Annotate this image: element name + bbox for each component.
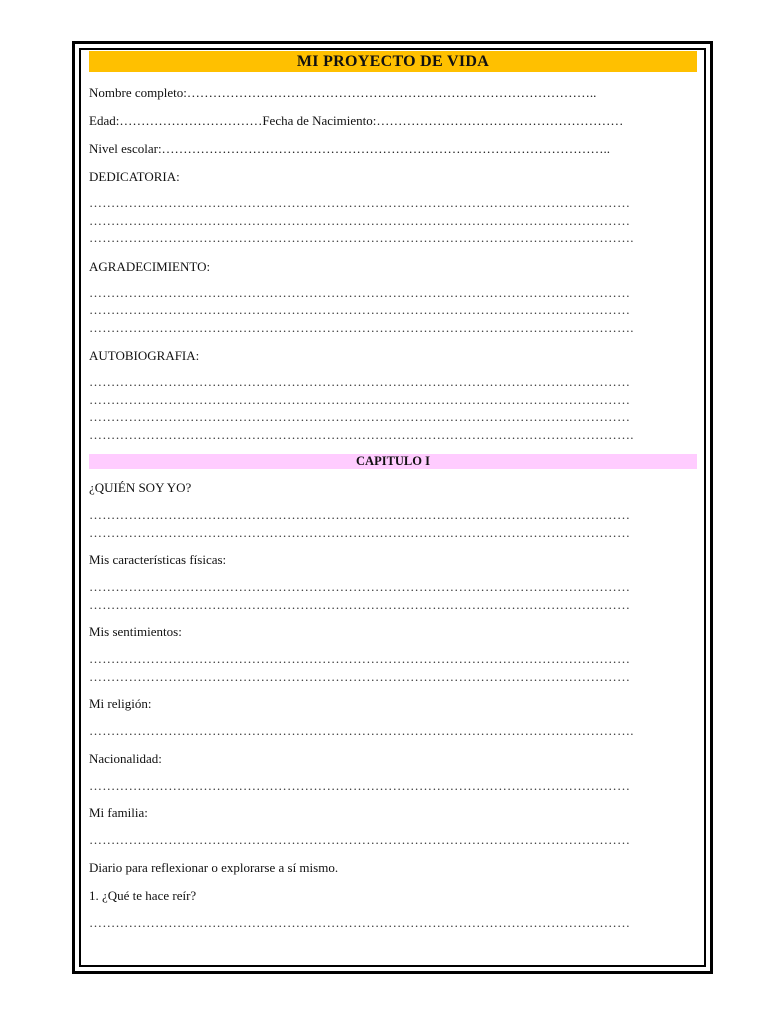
nacionalidad-heading: Nacionalidad: xyxy=(89,750,162,766)
question-1-line[interactable]: …………………………………………………………………………………………………………… xyxy=(89,914,631,930)
religion-line[interactable]: ……………………………………………………………………………………………………………. xyxy=(89,723,634,738)
edad-fecha-field[interactable]: Edad:……………………………Fecha de Nacimiento:………………………………………………… xyxy=(89,113,624,128)
familia-line[interactable]: …………………………………………………………………………………………………………… xyxy=(89,832,631,847)
diario-heading: Diario para reflexionar o explorarse a sí mismo. xyxy=(89,859,339,875)
quien-soy-yo-line[interactable]: …………………………………………………………………………………………………………… xyxy=(89,507,631,522)
dedicatoria-heading: DEDICATORIA: xyxy=(89,169,180,184)
caracteristicas-heading: Mis características físicas: xyxy=(89,552,227,567)
autobiografia-heading: AUTOBIOGRAFIA: xyxy=(89,348,200,363)
sentimientos-line[interactable]: …………………………………………………………………………………………………………… xyxy=(89,668,631,684)
dedicatoria-line[interactable]: …………………………………………………………………………………………………………… xyxy=(89,195,631,210)
agradecimiento-line[interactable]: …………………………………………………………………………………………………………… xyxy=(89,284,631,300)
autobiografia-line[interactable]: …………………………………………………………………………………………………………… xyxy=(89,409,631,424)
dedicatoria-line[interactable]: ……………………………………………………………………………………………………………. xyxy=(89,230,634,245)
nacionalidad-line[interactable]: …………………………………………………………………………………………………………… xyxy=(89,777,631,793)
nivel-escolar-field[interactable]: Nivel escolar:………………………………………………………………………………………….. xyxy=(89,141,611,156)
agradecimiento-heading: AGRADECIMIENTO: xyxy=(89,258,211,274)
form-content xyxy=(89,51,697,931)
dedicatoria-line[interactable]: …………………………………………………………………………………………………………… xyxy=(89,212,631,228)
page-title: MI PROYECTO DE VIDA xyxy=(89,51,697,72)
autobiografia-line[interactable]: …………………………………………………………………………………………………………… xyxy=(89,374,631,389)
religion-heading: Mi religión: xyxy=(89,696,152,711)
autobiografia-line[interactable]: ……………………………………………………………………………………………………………. xyxy=(89,426,634,442)
caracteristicas-line[interactable]: …………………………………………………………………………………………………………… xyxy=(89,596,631,612)
quien-soy-yo-heading: ¿QUIÉN SOY YO? xyxy=(89,480,192,495)
chapter-heading: CAPITULO I xyxy=(89,454,697,469)
nombre-field[interactable]: Nombre completo:………………………………………………………………………………….. xyxy=(89,85,597,100)
caracteristicas-line[interactable]: …………………………………………………………………………………………………………… xyxy=(89,579,631,594)
autobiografia-line[interactable]: …………………………………………………………………………………………………………… xyxy=(89,391,631,407)
familia-heading: Mi familia: xyxy=(89,805,148,820)
quien-soy-yo-line[interactable]: …………………………………………………………………………………………………………… xyxy=(89,524,631,540)
question-1: 1. ¿Qué te hace reír? xyxy=(89,887,197,903)
agradecimiento-line[interactable]: …………………………………………………………………………………………………………… xyxy=(89,302,631,317)
sentimientos-line[interactable]: …………………………………………………………………………………………………………… xyxy=(89,651,631,666)
agradecimiento-line[interactable]: ……………………………………………………………………………………………………………. xyxy=(89,319,634,335)
sentimientos-heading: Mis sentimientos: xyxy=(89,624,182,639)
